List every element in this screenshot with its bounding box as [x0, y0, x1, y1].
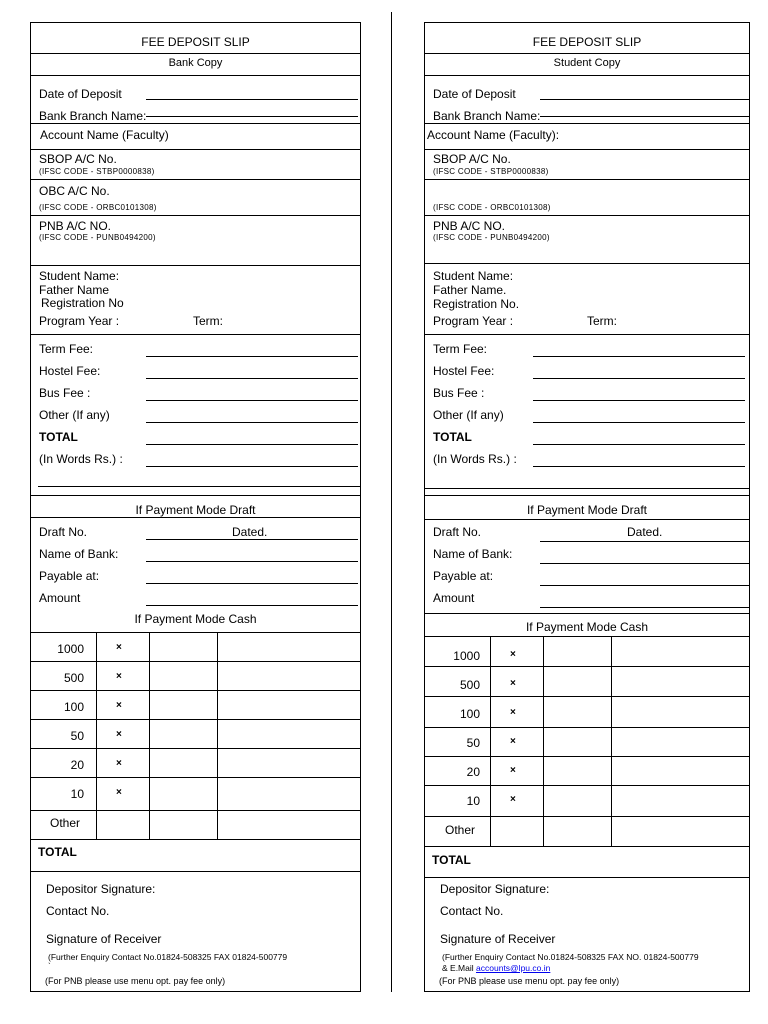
other-cash-label: Other	[50, 816, 81, 830]
divider	[425, 727, 749, 728]
total-label: TOTAL	[39, 430, 78, 444]
account-name-label: Account Name (Faculty)	[40, 128, 169, 142]
enquiry-tail: `	[48, 962, 51, 971]
hostel-fee-field[interactable]	[533, 378, 745, 379]
name-of-bank-label: Name of Bank:	[39, 547, 119, 561]
divider	[425, 785, 749, 786]
name-of-bank-field[interactable]	[540, 563, 750, 564]
divider	[31, 839, 360, 840]
obc-ifsc: (IFSC CODE - ORBC0101308)	[39, 203, 157, 212]
draft-no-label: Draft No.	[39, 525, 88, 539]
bank-copy-slip	[30, 22, 361, 992]
cash-total-label: TOTAL	[38, 845, 77, 859]
draft-no-label: Draft No.	[433, 525, 482, 539]
hostel-fee-field[interactable]	[146, 378, 358, 379]
denomination-500: 500	[459, 678, 480, 692]
copy-subtitle: Student Copy	[553, 57, 621, 69]
other-fee-label: Other (If any)	[39, 408, 110, 422]
registration-label: Registration No	[41, 296, 124, 310]
pnb-note: (For PNB please use menu opt. pay fee only)	[439, 976, 620, 986]
other-fee-field[interactable]	[533, 422, 745, 423]
divider	[31, 777, 360, 778]
times-sign: ×	[116, 758, 122, 769]
other-cash-label: Other	[445, 823, 476, 837]
slip-title: FEE DEPOSIT SLIP	[532, 35, 642, 49]
depositor-signature-label: Depositor Signature:	[46, 882, 156, 896]
divider	[31, 123, 360, 124]
times-sign: ×	[116, 642, 122, 653]
total-label: TOTAL	[433, 430, 472, 444]
draft-heading: If Payment Mode Draft	[526, 503, 648, 517]
payable-at-field[interactable]	[540, 585, 750, 586]
divider	[425, 123, 749, 124]
cash-col-divider	[490, 636, 491, 846]
total-field[interactable]	[146, 444, 358, 445]
denomination-20: 20	[70, 758, 84, 772]
divider	[31, 179, 360, 180]
in-words-field[interactable]	[533, 466, 745, 467]
divider	[31, 719, 360, 720]
pnb-note: (For PNB please use menu opt. pay fee only)	[45, 976, 226, 986]
name-of-bank-label: Name of Bank:	[433, 547, 513, 561]
in-words-label: (In Words Rs.) :	[39, 452, 123, 466]
cash-heading: If Payment Mode Cash	[525, 620, 649, 634]
enquiry-contact: (Further Enquiry Contact No.01824-508325 FAX NO. 01824-500779	[442, 952, 699, 962]
divider	[31, 75, 360, 76]
obc-ifsc: (IFSC CODE - ORBC0101308)	[433, 203, 551, 212]
receiver-signature-label: Signature of Receiver	[46, 932, 162, 946]
divider	[425, 75, 749, 76]
denomination-10: 10	[466, 794, 480, 808]
times-sign: ×	[116, 729, 122, 740]
times-sign: ×	[116, 700, 122, 711]
bank-branch-field[interactable]	[146, 116, 358, 117]
divider	[425, 53, 749, 54]
email-prefix: & E.Mail	[442, 963, 474, 973]
denomination-100: 100	[63, 700, 84, 714]
divider	[31, 149, 360, 150]
cash-col-divider	[149, 632, 150, 839]
denomination-100: 100	[459, 707, 480, 721]
divider	[31, 495, 360, 496]
date-of-deposit-field[interactable]	[146, 99, 358, 100]
cash-col-divider	[543, 636, 544, 846]
divider	[31, 810, 360, 811]
cash-total-label: TOTAL	[432, 853, 471, 867]
dated-label: Dated.	[232, 525, 268, 539]
cash-col-divider	[611, 636, 612, 846]
sbop-ifsc: (IFSC CODE - STBP0000838)	[39, 167, 155, 176]
payable-at-field[interactable]	[146, 583, 358, 584]
cash-heading: If Payment Mode Cash	[134, 612, 257, 626]
divider	[425, 666, 749, 667]
bus-fee-field[interactable]	[533, 400, 745, 401]
amount-label: Amount	[433, 591, 475, 605]
term-fee-field[interactable]	[533, 356, 745, 357]
divider	[31, 334, 360, 335]
divider	[31, 748, 360, 749]
divider	[425, 519, 749, 520]
divider	[31, 632, 360, 633]
draft-no-field[interactable]	[146, 539, 358, 540]
draft-no-field[interactable]	[540, 541, 750, 542]
payable-at-label: Payable at:	[39, 569, 100, 583]
depositor-signature-label: Depositor Signature:	[440, 882, 550, 896]
divider	[425, 696, 749, 697]
denomination-1000: 1000	[453, 649, 480, 663]
term-fee-label: Term Fee:	[39, 342, 94, 356]
name-of-bank-field[interactable]	[146, 561, 358, 562]
times-sign: ×	[510, 736, 516, 747]
other-fee-field[interactable]	[146, 422, 358, 423]
denomination-50: 50	[466, 736, 480, 750]
sbop-ifsc: (IFSC CODE - STBP0000838)	[433, 167, 549, 176]
times-sign: ×	[116, 671, 122, 682]
cash-col-divider	[217, 632, 218, 839]
divider	[425, 816, 749, 817]
times-sign: ×	[116, 787, 122, 798]
date-of-deposit-label: Date of Deposit	[433, 87, 516, 101]
sbop-ac-label: SBOP A/C No.	[433, 152, 511, 166]
bus-fee-label: Bus Fee :	[39, 386, 91, 400]
date-of-deposit-field[interactable]	[540, 99, 750, 100]
in-words-label: (In Words Rs.) :	[433, 452, 517, 466]
divider	[425, 877, 749, 878]
bank-branch-label: Bank Branch Name:	[433, 109, 541, 123]
student-name-label: Student Name:	[433, 269, 514, 283]
pnb-ifsc: (IFSC CODE - PUNB0494200)	[433, 233, 550, 242]
times-sign: ×	[510, 707, 516, 718]
bus-fee-field[interactable]	[146, 400, 358, 401]
divider	[425, 495, 749, 496]
times-sign: ×	[510, 794, 516, 805]
date-of-deposit-label: Date of Deposit	[39, 87, 122, 101]
term-fee-label: Term Fee:	[433, 342, 488, 356]
receiver-signature-label: Signature of Receiver	[440, 932, 556, 946]
denomination-20: 20	[466, 765, 480, 779]
total-field[interactable]	[533, 444, 745, 445]
cut-line	[391, 12, 392, 992]
copy-subtitle: Bank Copy	[168, 57, 223, 69]
father-name-label: Father Name.	[433, 283, 507, 297]
payable-at-label: Payable at:	[433, 569, 494, 583]
sbop-ac-label: SBOP A/C No.	[39, 152, 117, 166]
bank-branch-label: Bank Branch Name:	[39, 109, 147, 123]
father-name-label: Father Name	[39, 283, 110, 297]
divider	[425, 215, 749, 216]
draft-heading: If Payment Mode Draft	[135, 503, 256, 517]
denomination-1000: 1000	[57, 642, 84, 656]
divider	[425, 613, 749, 614]
divider	[425, 149, 749, 150]
amount-label: Amount	[39, 591, 81, 605]
student-copy-slip	[424, 22, 750, 992]
registration-label: Registration No.	[433, 297, 520, 311]
denomination-500: 500	[63, 671, 84, 685]
dated-label: Dated.	[627, 525, 663, 539]
divider	[425, 636, 749, 637]
divider	[31, 517, 360, 518]
divider	[425, 488, 749, 489]
times-sign: ×	[510, 678, 516, 689]
divider	[425, 846, 749, 847]
contact-no-label: Contact No.	[46, 904, 110, 918]
divider	[425, 179, 749, 180]
term-label: Term:	[587, 314, 617, 328]
term-label: Term:	[193, 314, 223, 328]
pnb-ifsc: (IFSC CODE - PUNB0494200)	[39, 233, 156, 242]
slip-title: FEE DEPOSIT SLIP	[141, 35, 250, 49]
email-line	[442, 964, 550, 973]
divider	[425, 263, 749, 264]
divider	[31, 215, 360, 216]
enquiry-contact: (Further Enquiry Contact No.01824-508325 FAX 01824-500779	[48, 952, 288, 962]
amount-field[interactable]	[540, 607, 750, 608]
amount-field[interactable]	[146, 605, 358, 606]
contact-no-label: Contact No.	[440, 904, 504, 918]
divider	[31, 265, 360, 266]
hostel-fee-label: Hostel Fee:	[433, 364, 495, 378]
divider	[425, 756, 749, 757]
pnb-ac-label: PNB A/C NO.	[433, 219, 506, 233]
hostel-fee-label: Hostel Fee:	[39, 364, 101, 378]
student-name-label: Student Name:	[39, 269, 120, 283]
email-link[interactable]: accounts@lpu.co.in	[476, 963, 551, 973]
denomination-10: 10	[70, 787, 84, 801]
term-fee-field[interactable]	[146, 356, 358, 357]
divider	[31, 53, 360, 54]
other-fee-label: Other (If any)	[433, 408, 504, 422]
times-sign: ×	[510, 765, 516, 776]
divider	[31, 690, 360, 691]
in-words-field[interactable]	[146, 466, 358, 467]
divider	[31, 871, 360, 872]
divider	[425, 334, 749, 335]
pnb-ac-label: PNB A/C NO.	[39, 219, 112, 233]
program-year-label: Program Year :	[433, 314, 514, 328]
program-year-label: Program Year :	[39, 314, 120, 328]
denomination-50: 50	[70, 729, 84, 743]
divider	[31, 661, 360, 662]
obc-ac-label: OBC A/C No.	[39, 184, 110, 198]
account-name-label: Account Name (Faculty):	[427, 128, 560, 142]
bank-branch-field[interactable]	[540, 116, 750, 117]
cash-col-divider	[96, 632, 97, 839]
times-sign: ×	[510, 649, 516, 660]
in-words-field-2[interactable]	[38, 486, 361, 487]
bus-fee-label: Bus Fee :	[433, 386, 485, 400]
